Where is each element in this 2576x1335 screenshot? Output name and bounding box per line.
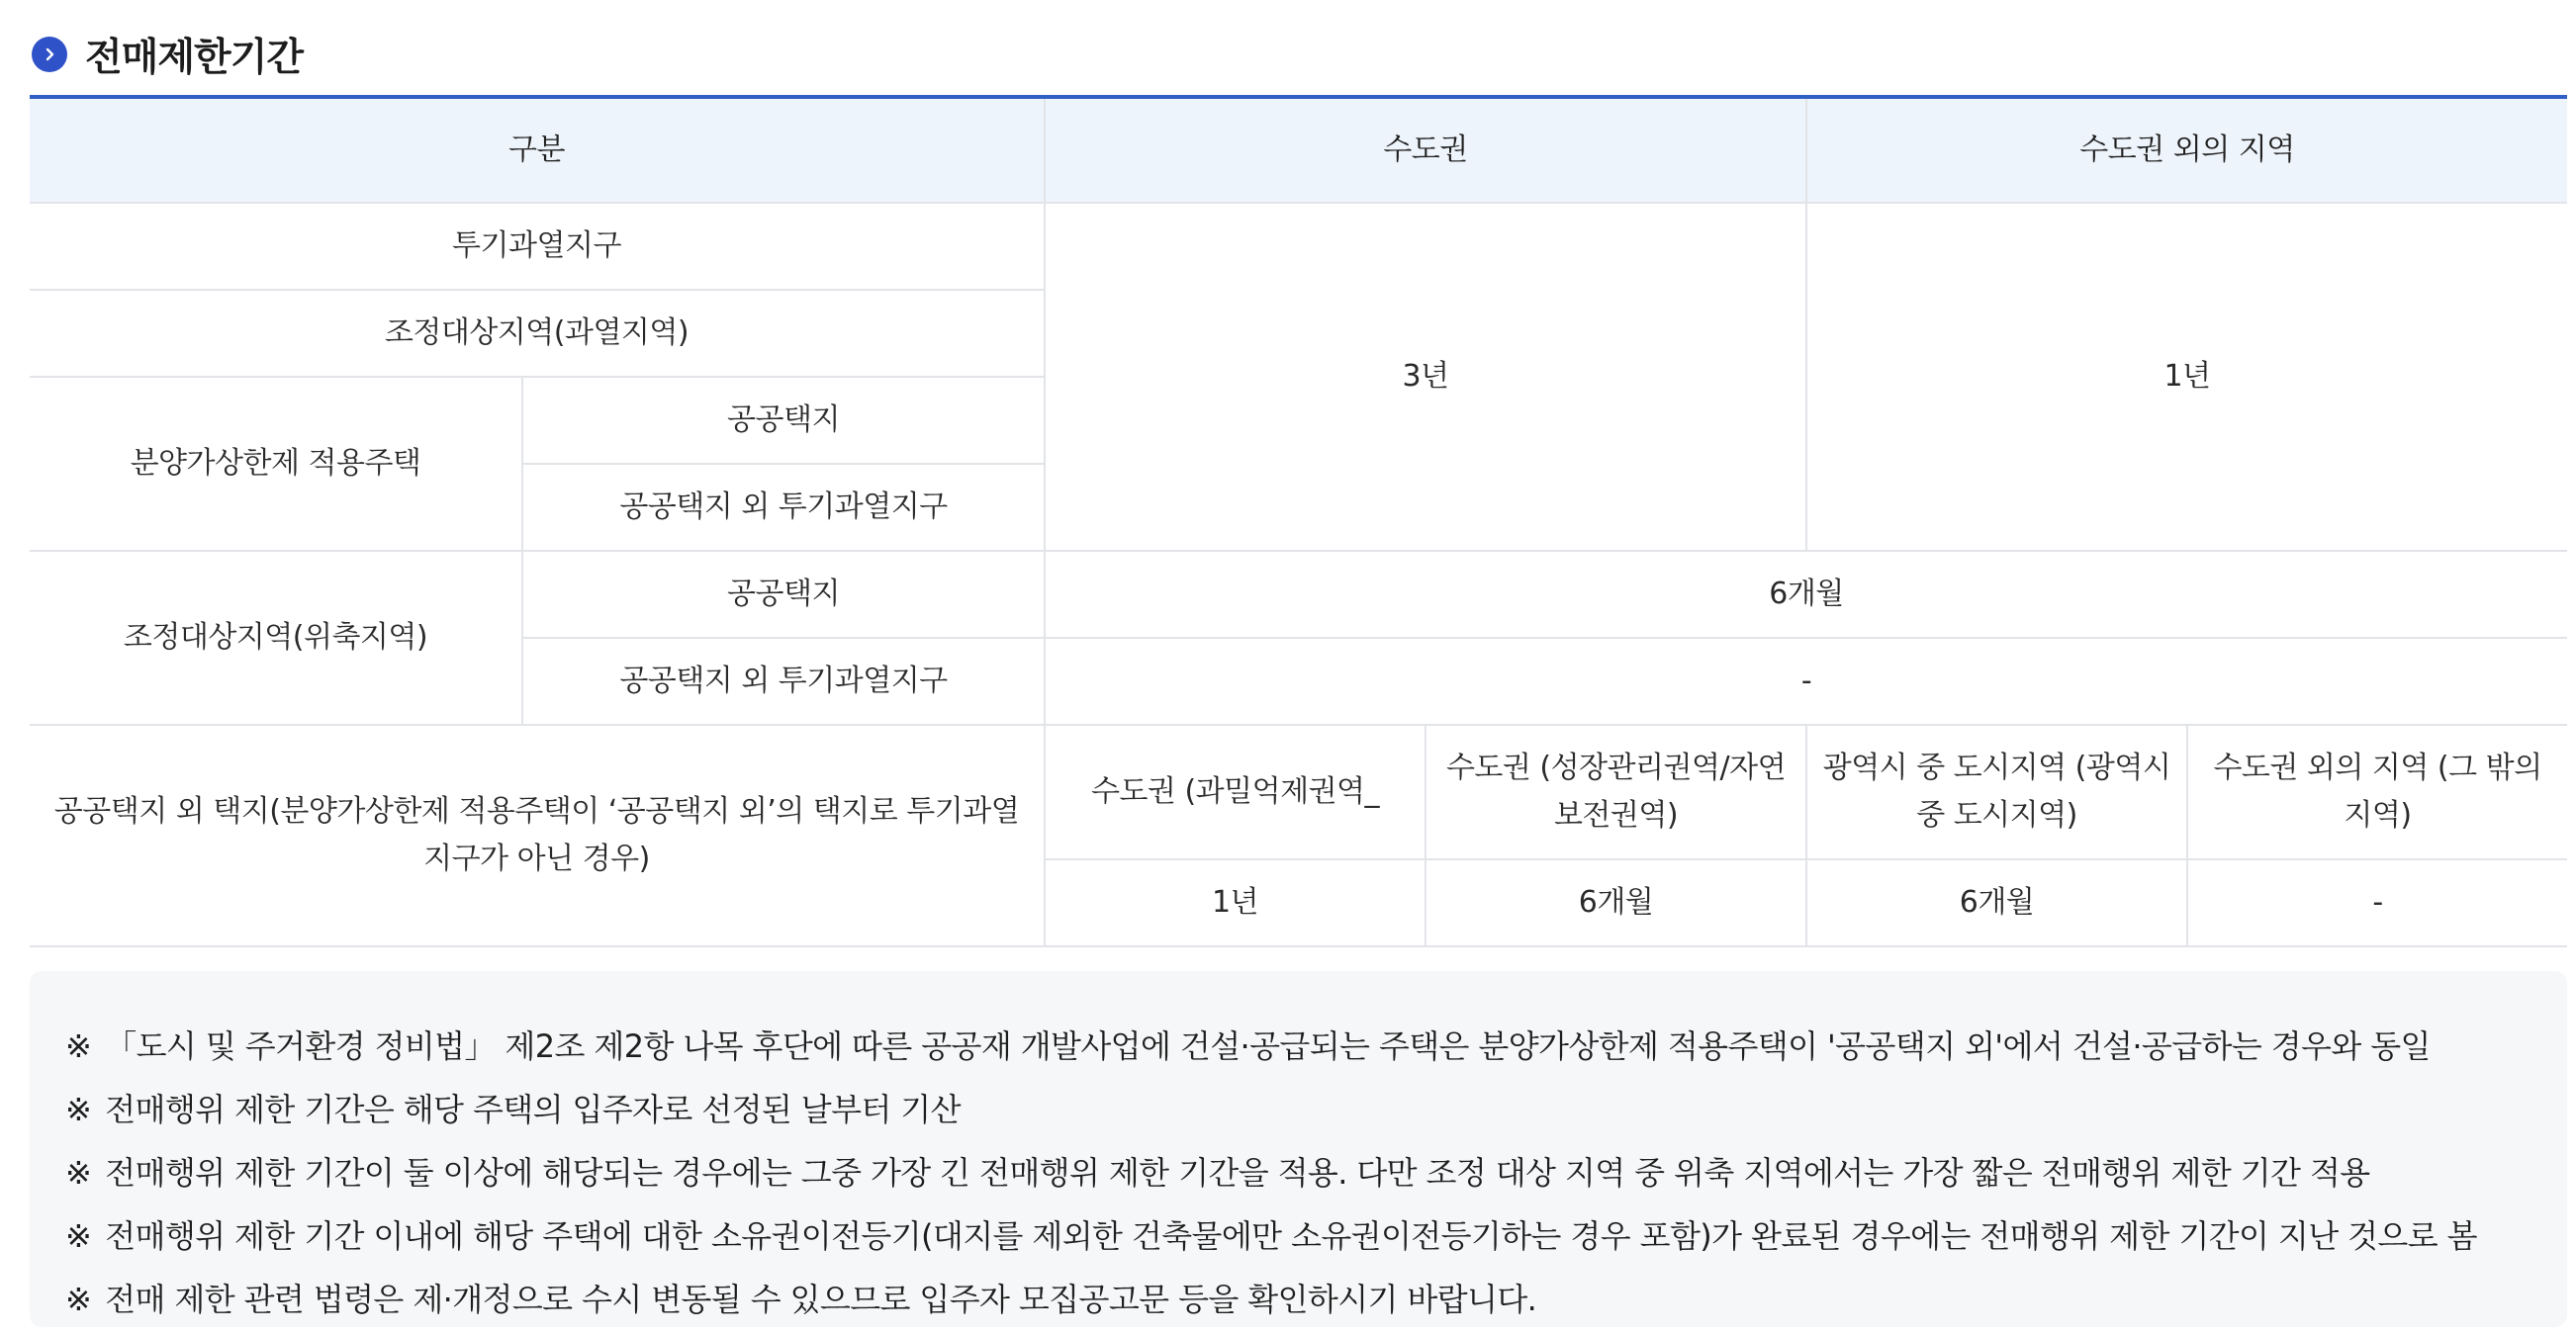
note-text: 「도시 및 주거환경 정비법」 제2조 제2항 나목 후단에 따른 공공재 개발사업에 건설·공급되는 주택은 분양가상한제 적용주택이 '공공택지 외'에서 건설·공급하는 경우와 동일 xyxy=(105,1027,2431,1065)
note-text: 전매행위 제한 기간이 둘 이상에 해당되는 경우에는 그중 가장 긴 전매행위 제한 기간을 적용. 다만 조정 대상 지역 중 위축 지역에서는 가장 짧은 전매행위 제한 기간 적용 xyxy=(105,1154,2370,1192)
table-header-row xyxy=(30,97,2567,203)
note-mark: ※ xyxy=(65,1217,92,1255)
table-row xyxy=(30,203,2567,290)
metro-period-cell: 3년 xyxy=(1045,203,1806,551)
sub-header-cell: 수도권 (성장관리권역/자연보전권역) xyxy=(1426,725,1806,859)
section-header xyxy=(30,28,2567,81)
header-metropolitan: 수도권 xyxy=(1045,97,1806,203)
note-item xyxy=(65,1268,2567,1331)
note-mark: ※ xyxy=(65,1091,92,1128)
note-item xyxy=(65,1015,2567,1078)
note-item xyxy=(65,1078,2567,1141)
row-sublabel-non-public-spec: 공공택지 외 투기과열지구 xyxy=(522,464,1045,551)
contracted-public-period-cell: 6개월 xyxy=(1045,551,2567,638)
note-mark: ※ xyxy=(65,1281,92,1318)
table-row xyxy=(30,551,2567,638)
row-label-adjust-overheated: 조정대상지역(과열지역) xyxy=(30,290,1045,377)
chevron-right-icon xyxy=(32,37,67,72)
nonmetro-period-cell: 1년 xyxy=(1806,203,2567,551)
header-non-metropolitan: 수도권 외의 지역 xyxy=(1806,97,2567,203)
note-mark: ※ xyxy=(65,1154,92,1192)
row-sublabel-public-land: 공공택지 xyxy=(522,377,1045,464)
note-item xyxy=(65,1141,2567,1204)
sub-header-cell: 수도권 외의 지역 (그 밖의 지역) xyxy=(2187,725,2567,859)
notes-box xyxy=(30,971,2567,1327)
note-mark: ※ xyxy=(65,1027,92,1065)
section-title: 전매제한기간 xyxy=(85,36,304,80)
note-text: 전매 제한 관련 법령은 제·개정으로 수시 변동될 수 있으므로 입주자 모집공고문 등을 확인하시기 바랍니다. xyxy=(105,1281,1537,1318)
row-label-non-public-land: 공공택지 외 택지(분양가상한제 적용주택이 ‘공공택지 외’의 택지로 투기과열지구가 아닌 경우) xyxy=(30,725,1045,946)
note-text: 전매행위 제한 기간은 해당 주택의 입주자로 선정된 날부터 기산 xyxy=(105,1091,961,1128)
sub-value-cell: 6개월 xyxy=(1806,859,2187,946)
row-label-price-cap: 분양가상한제 적용주택 xyxy=(30,377,522,551)
header-category: 구분 xyxy=(30,97,1045,203)
row-label-speculative: 투기과열지구 xyxy=(30,203,1045,290)
contracted-nonpublic-period-cell: - xyxy=(1045,638,2567,725)
sub-header-cell: 수도권 (과밀억제권역_ xyxy=(1045,725,1426,859)
resale-restriction-table xyxy=(30,95,2567,947)
sub-value-cell: 1년 xyxy=(1045,859,1426,946)
row-label-adjust-contracted: 조정대상지역(위축지역) xyxy=(30,551,522,725)
sub-value-cell: 6개월 xyxy=(1426,859,1806,946)
sub-value-cell: - xyxy=(2187,859,2567,946)
sub-header-cell: 광역시 중 도시지역 (광역시 중 도시지역) xyxy=(1806,725,2187,859)
table-row xyxy=(30,725,2567,859)
resale-restriction-section xyxy=(30,28,2567,1327)
note-text: 전매행위 제한 기간 이내에 해당 주택에 대한 소유권이전등기(대지를 제외한 건축물에만 소유권이전등기하는 경우 포함)가 완료된 경우에는 전매행위 제한 기간이 지난 것으로 봄 xyxy=(105,1217,2477,1255)
note-item xyxy=(65,1204,2567,1268)
row-sublabel-public-land: 공공택지 xyxy=(522,551,1045,638)
row-sublabel-non-public-spec: 공공택지 외 투기과열지구 xyxy=(522,638,1045,725)
